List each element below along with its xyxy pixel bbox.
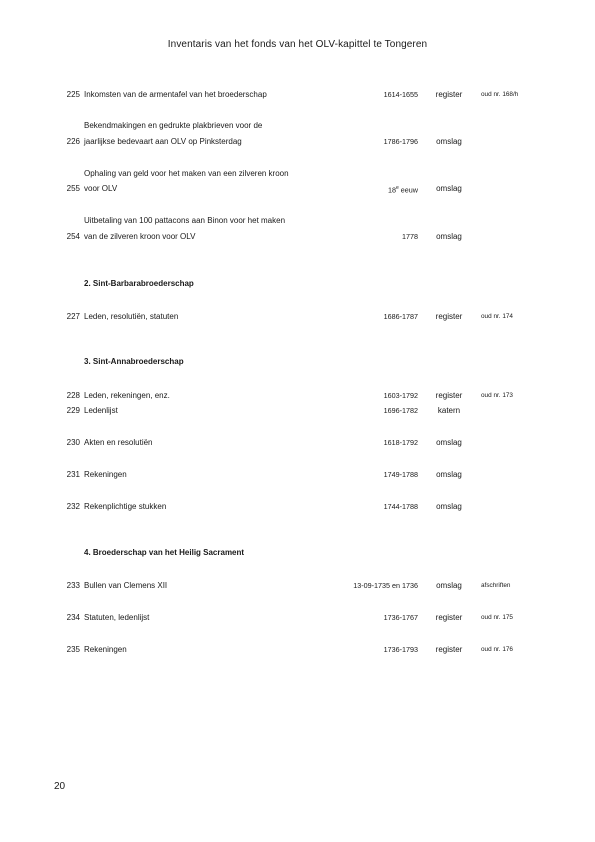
item-type: omslag bbox=[436, 184, 462, 193]
item-type: omslag bbox=[436, 438, 462, 447]
page-number: 20 bbox=[54, 781, 66, 792]
item-description-line: Ophaling van geld voor het maken van een zilveren kroon bbox=[84, 169, 289, 178]
item-date: 1744-1788 bbox=[383, 502, 418, 511]
item-date: 18e eeuw bbox=[388, 185, 418, 195]
page-header: Inventaris van het fonds van het OLV-kapittel te Tongeren bbox=[167, 39, 428, 50]
item-date: 1736-1767 bbox=[383, 613, 418, 622]
item-note: oud nr. 174 bbox=[481, 313, 513, 320]
item-number: 232 bbox=[66, 502, 80, 511]
item-type: omslag bbox=[436, 137, 462, 146]
item-number: 254 bbox=[66, 232, 80, 241]
item-note: oud nr. 176 bbox=[481, 646, 513, 653]
item-number: 230 bbox=[66, 438, 80, 447]
century-superscript: e bbox=[396, 185, 399, 191]
item-date: 1749-1788 bbox=[383, 470, 418, 479]
item-number: 234 bbox=[66, 613, 80, 622]
item-number: 227 bbox=[66, 312, 80, 321]
item-description-line: jaarlijkse bedevaart aan OLV op Pinksterdag bbox=[84, 137, 242, 146]
item-date: 1736-1793 bbox=[383, 645, 418, 654]
century-number: 18 bbox=[388, 185, 397, 195]
item-number: 233 bbox=[66, 581, 80, 590]
item-type: katern bbox=[437, 406, 461, 415]
section-heading: 2. Sint-Barbarabroederschap bbox=[84, 279, 194, 288]
item-type: register bbox=[435, 391, 463, 400]
item-type: omslag bbox=[436, 502, 462, 511]
item-number: 229 bbox=[66, 406, 80, 415]
item-date: 1696-1782 bbox=[383, 406, 418, 415]
item-number: 231 bbox=[66, 470, 80, 479]
item-date: 13-09-1735 en 1736 bbox=[353, 581, 418, 590]
item-description-line: voor OLV bbox=[84, 184, 118, 193]
item-date: 1778 bbox=[402, 232, 418, 241]
item-type: omslag bbox=[436, 232, 462, 241]
item-type: register bbox=[435, 312, 463, 321]
item-number: 226 bbox=[66, 137, 80, 146]
item-note: oud nr. 173 bbox=[481, 392, 513, 399]
section-heading: 4. Broederschap van het Heilig Sacrament bbox=[84, 548, 245, 557]
item-description-line: van de zilveren kroon voor OLV bbox=[84, 232, 196, 241]
item-number: 225 bbox=[66, 90, 80, 99]
item-type: register bbox=[435, 613, 463, 622]
item-description-line: Uitbetaling van 100 pattacons aan Binon voor het maken bbox=[84, 216, 286, 225]
item-description: Bullen van Clemens XII bbox=[84, 581, 168, 590]
item-date: 1603-1792 bbox=[383, 391, 418, 400]
item-number: 228 bbox=[66, 391, 80, 400]
item-date: 1786-1796 bbox=[383, 137, 418, 146]
item-date: 1614-1655 bbox=[383, 90, 418, 99]
item-note: oud nr. 175 bbox=[481, 614, 513, 621]
item-description: Inkomsten van de armentafel van het broederschap bbox=[84, 90, 267, 99]
item-description: Rekeningen bbox=[84, 470, 127, 479]
item-type: omslag bbox=[436, 470, 462, 479]
item-type: register bbox=[435, 90, 463, 99]
section-heading: 3. Sint-Annabroederschap bbox=[84, 357, 184, 366]
item-description: Rekenplichtige stukken bbox=[84, 502, 167, 511]
item-description: Leden, rekeningen, enz. bbox=[84, 391, 170, 400]
item-description: Akten en resolutiën bbox=[84, 438, 153, 447]
item-note: afschriften bbox=[481, 582, 511, 589]
item-description: Statuten, ledenlijst bbox=[84, 613, 150, 622]
item-description-line: Bekendmakingen en gedrukte plakbrieven voor de bbox=[84, 121, 263, 130]
item-number: 235 bbox=[66, 645, 80, 654]
item-type: register bbox=[435, 645, 463, 654]
item-date: 1686-1787 bbox=[383, 312, 418, 321]
item-description: Rekeningen bbox=[84, 645, 127, 654]
item-type: omslag bbox=[436, 581, 462, 590]
item-note: oud nr. 168/h bbox=[481, 91, 519, 98]
item-description: Ledenlijst bbox=[84, 406, 118, 415]
item-number: 255 bbox=[66, 184, 80, 193]
item-date: 1618-1792 bbox=[383, 438, 418, 447]
item-description: Leden, resolutiën, statuten bbox=[84, 312, 179, 321]
